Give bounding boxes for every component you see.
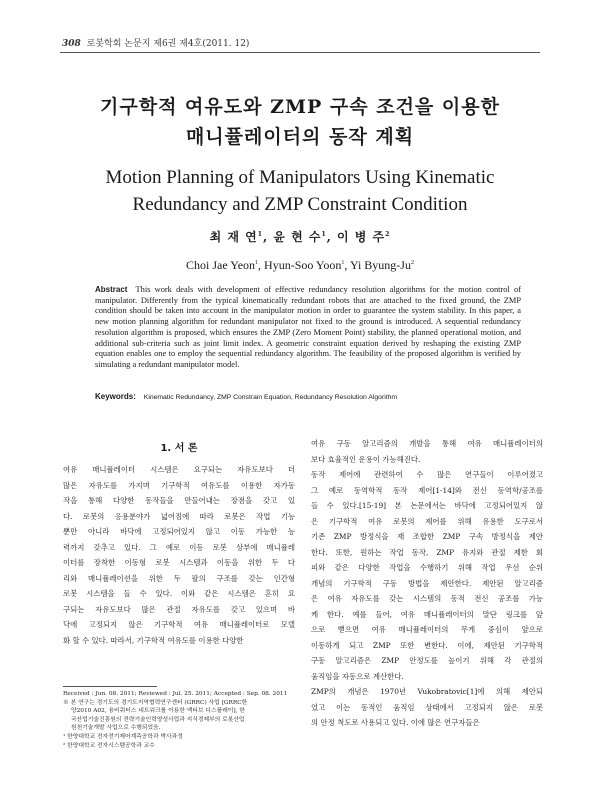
body-text-line: 그 예로 동역학적 동작 제어[1-14]와 전신 동역학/공조를 — [311, 485, 543, 495]
running-head — [62, 36, 249, 49]
author-separator: , — [344, 258, 350, 272]
author-affiliation: 1 — [257, 231, 263, 238]
body-text-line: 작을 통해 다양한 동작들을 만들어내는 장점을 갖고 있 — [63, 496, 295, 505]
body-text-line: 었고 이는 동적인 움직임 상태에서 고정되지 않은 로봇 — [311, 702, 543, 712]
abstract — [95, 285, 521, 371]
author-affiliation: 1 — [341, 260, 345, 266]
body-text-line: 움직임을 자동으로 계산한다. — [311, 671, 404, 681]
body-text-line: 구동 알고리즘은 ZMP 안정도를 높이기 위해 각 관절의 — [311, 656, 543, 665]
body-text-line: 보다 효율적인 운용이 가능해진다. — [311, 454, 421, 464]
footnote-line: ¹ 한양대학교 전자전기제어계측공학과 박사과정 — [63, 733, 183, 740]
body-text-line: 들 수 있다.[15-19] 본 논문에서는 바닥에 고정되어있지 않 — [311, 501, 543, 510]
body-text-line: 은 여유 자유도를 갖는 시스템의 동적 전신 공조를 가능 — [311, 594, 543, 603]
keywords-label: Keywords: — [95, 392, 136, 401]
author-name: 윤 현 수 — [273, 230, 322, 244]
footnote-line: Received : Jun. 08. 2011; Reviewed : Jul. 25. 2011; Accepted : Sep. 08. 2011 — [63, 691, 288, 697]
body-text-line: 이동하게 되고 ZMP 또한 변한다. 이에, 제안된 기구학적 — [311, 640, 543, 650]
footnote-line: 국산업기술진흥원의 전략기술인력양성사업과 지식경제부의 로봇산업 — [71, 716, 245, 723]
body-text-line: 개념의 기구학적 구동 방법을 제안한다. 제안된 알고리즘 — [311, 578, 543, 588]
author-name: Yi Byung-Ju — [349, 258, 411, 272]
right-column — [311, 436, 543, 731]
body-text-line: 리와 매니퓰레이션을 위한 두 팔의 구조를 갖는 인간형 — [63, 573, 295, 583]
body-text-line: 케 한다. 예를 들어, 여유 매니퓰레이터의 말단 링크를 앞 — [311, 609, 543, 619]
footnote-rule — [63, 686, 157, 687]
header-rule — [60, 52, 540, 53]
body-text-line: 많은 자유도를 가지며 기구학적 여유도를 이용한 자가동 — [63, 480, 295, 490]
footnote-line: 양2010 A02, 융비쿼터스 네트워크를 이용한 액티브 디스플레이], 한 — [71, 708, 245, 715]
body-text-line: 기존 ZMP 방정식을 재 조합한 ZMP 구속 방정식을 제안 — [311, 532, 543, 541]
body-text-line: 이터를 장착한 이동형 로봇 시스템과 이동을 위한 두 다 — [63, 558, 295, 567]
body-text-line: ZMP의 개념은 1970년 Vukobratovic[1]에 의해 제안되 — [311, 687, 543, 696]
author-affiliation: 2 — [410, 260, 414, 266]
body-text-line: 의 안정 척도로 사용되고 있다. 이에 많은 연구자들은 — [311, 718, 480, 727]
left-column — [63, 436, 295, 648]
footnote-line: ² 한양대학교 전자시스템공학과 교수 — [63, 742, 155, 749]
authors-english — [60, 258, 540, 273]
author-affiliation: 1 — [321, 231, 327, 238]
body-text-line: 한다. 또한, 원하는 작업 동작, ZMP 유지와 관절 제한 회 — [311, 547, 543, 557]
body-text-line: 은 기구학적 여유 로봇의 제어를 위해 유용한 도구로서 — [311, 516, 543, 526]
title-english-line: Redundancy and ZMP Constraint Condition — [132, 194, 468, 215]
body-text-line: 뿐만 아니라 바닥에 고정되어있지 않고 이동 가능한 능 — [63, 527, 295, 536]
title-english — [60, 164, 540, 218]
body-text-line: 력까지 갖추고 있다. 그 예로 이동 로봇 상부에 매니퓰레 — [63, 542, 295, 552]
body-text-line: 동작 제어에 관련하여 수 많은 연구들이 이루어졌고 — [311, 470, 543, 479]
author-separator: , — [262, 230, 274, 244]
body-text-line: 다. 로봇의 응용분야가 넓어짐에 따라 로봇은 작업 기능 — [63, 511, 295, 521]
body-text-line: 구되는 자유도보다 많은 관절 자유도를 갖고 있으며 바 — [63, 604, 295, 614]
body-text-line: 피와 같은 다양한 작업을 수행하기 위해 작업 우선 순위 — [311, 563, 543, 572]
title-korean-line: 기구학적 여유도와 ZMP 구속 조건을 이용한 — [100, 96, 500, 118]
author-affiliation: 2 — [385, 231, 391, 238]
footnote-line: 원천기술개발 사업으로 수행되었음. — [71, 725, 161, 732]
keywords-text: Kinematic Redundancy, ZMP Constrain Equation, Redundancy Resolution Algorithm — [143, 394, 398, 401]
body-text-line: 여유 구동 알고리즘의 개발을 통해 여유 매니퓰레이터의 — [311, 439, 543, 448]
author-name: Hyun-Soo Yoon — [264, 258, 342, 272]
abstract-label: Abstract — [95, 285, 128, 294]
title-korean — [60, 92, 540, 152]
right-column-body — [311, 436, 543, 731]
abstract-text: This work deals with development of effective redundancy resolution algorithms for the motion control of manipulator. Differently from the typical kinematically redundant robots that are attached to the fixed ground, the ZMP condition should be taken into account in the manipulator motion in order to guarantee the system stability. In this paper, a new motion planning algorithm for redundant manipulator not fixed to the ground is introduced. A sequential redundancy resolution algorithm is proposed, which ensures the ZMP (Zero Moment Point) stability, the planned operational motion, and additional sub-criteria such as joint limit index. A geometric constraint equation derived by reshaping the existing ZMP equation enables one to employ the sequential redundancy algorithm. The feasibility of the proposed algorithm is verified by simulating a redundant manipulator model. — [95, 285, 521, 369]
section-heading: 1. 서 론 — [160, 443, 198, 454]
footnote-line: ※ 본 연구는 경기도의 경기도지역협력연구센터 (GRRC) 사업 [GRRC한 — [63, 699, 248, 706]
authors-korean — [60, 228, 540, 245]
author-name: 이 병 주 — [337, 230, 386, 244]
left-column-body — [63, 462, 295, 648]
page-number: 308 — [62, 39, 81, 49]
body-text-line: 로봇 시스템을 들 수 있다. 이와 같은 시스템은 흔히 요 — [63, 589, 295, 598]
body-text-line: 화 할 수 있다. 따라서, 기구학적 여유도를 이용한 다양한 — [63, 635, 244, 645]
journal-name: 로봇학회 논문지 제6권 제4호(2011. 12) — [86, 39, 250, 49]
footnotes — [63, 690, 295, 750]
body-text-line: 으로 뻗으면 여유 매니퓰레이터의 무게 중심이 앞으로 — [311, 625, 543, 634]
author-name: Choi Jae Yeon — [186, 258, 256, 272]
author-affiliation: 1 — [255, 260, 259, 266]
keywords — [95, 392, 535, 401]
author-separator: , — [258, 258, 265, 272]
body-text-line: 여유 매니퓰레이터 시스템은 요구되는 자유도보다 더 — [63, 465, 295, 474]
title-english-line: Motion Planning of Manipulators Using Kinematic — [105, 167, 495, 188]
author-separator: , — [326, 230, 338, 244]
author-name: 최 재 연 — [209, 230, 258, 244]
body-text-line: 닥에 고정되지 않은 기구학적 여유 매니퓰레이터로 모델 — [63, 620, 295, 629]
title-korean-line: 매니퓰레이터의 동작 계획 — [185, 126, 415, 148]
